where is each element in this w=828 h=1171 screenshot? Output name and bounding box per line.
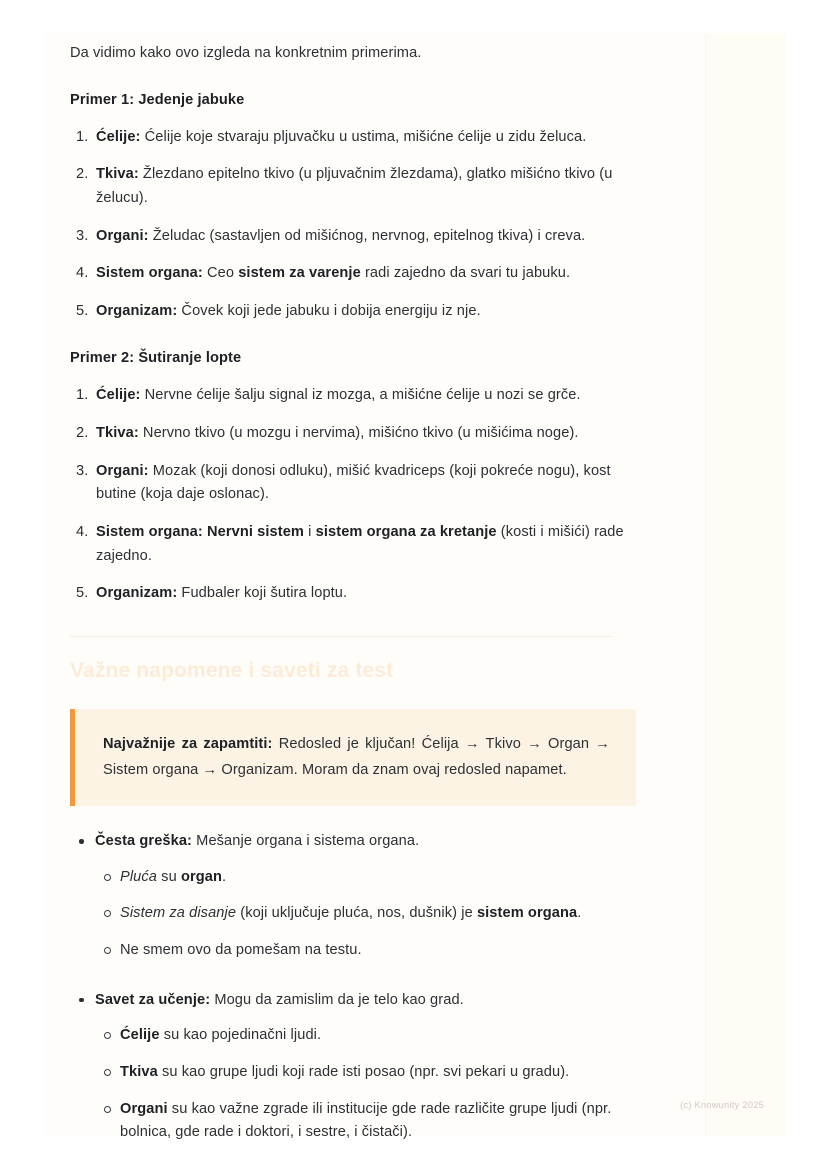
list-item <box>70 521 630 568</box>
term-text-mid: Ceo <box>202 265 239 282</box>
page-title: Važne napomene i saveti za test <box>70 658 394 682</box>
example-1-list <box>70 126 630 324</box>
example-2-list <box>70 384 630 605</box>
term-label: Tkiva: <box>96 425 139 442</box>
intro-paragraph: Da vidimo kako ovo izgleda na konkretnim primerima. <box>70 45 422 61</box>
list-item <box>70 300 630 324</box>
example-1-heading: Primer 1: Jedenje jabuke <box>70 91 245 108</box>
list-item <box>70 262 630 286</box>
sub-italic: Sistem za disanje <box>120 905 237 922</box>
term-text: Nervne ćelije šalju signal iz mozga, a mišićne ćelije u nozi se grče. <box>140 387 581 404</box>
term-label: Ćelije: <box>96 128 141 145</box>
list-item <box>98 866 630 890</box>
sub-bold: sistem organa <box>476 905 578 922</box>
list-item <box>70 225 630 249</box>
example-2-heading: Primer 2: Šutiranje lopte <box>70 350 242 367</box>
list-item <box>70 163 630 210</box>
term-text: Želudac (sastavljen od mišićnog, nervnog, epitelnog tkiva) i creva. <box>148 227 586 244</box>
list-item <box>70 582 630 606</box>
tip-lead: Česta greška: <box>95 833 193 850</box>
callout-body: Redosled je ključan! Ćelija → Tkivo → Organ → Sistem organa → Organizam. Moram da znam ovaj redosled napamet. <box>103 735 610 779</box>
section-divider <box>70 636 613 637</box>
term-text: Mozak (koji donosi odluku), mišić kvadriceps (koji pokreće nogu), kost butine (koja daje oslonac). <box>96 462 611 503</box>
list-item <box>70 460 630 507</box>
term-text-mid: i <box>304 524 316 541</box>
term-label: Tkiva: <box>96 166 139 183</box>
sub-tail: . <box>577 905 582 922</box>
tips-sublist-0 <box>70 866 630 963</box>
term-emphasis: sistem organa za kretanje <box>315 524 497 541</box>
list-item <box>98 1098 630 1145</box>
tip-text: Mogu da zamislim da je telo kao grad. <box>210 991 464 1008</box>
term-label: Organi: <box>96 462 149 479</box>
list-item <box>70 422 630 446</box>
list-item <box>98 902 630 926</box>
callout-important <box>70 709 636 806</box>
sub-mid: su <box>157 868 181 885</box>
callout-lead: Najvažnije za zapamtiti: <box>103 735 273 752</box>
sub-tail: . <box>222 868 227 885</box>
sub-mid: (koji uključuje pluća, nos, dušnik) je <box>236 905 477 922</box>
term-label: Sistem organa: <box>96 265 203 282</box>
tips-sublist-1 <box>70 1024 630 1145</box>
sub-italic: Pluća <box>120 868 158 885</box>
document-content <box>70 33 630 1171</box>
sub-mid: su kao pojedinačni ljudi. <box>159 1027 322 1044</box>
list-item <box>98 1024 630 1048</box>
term-text: Fudbaler koji šutira loptu. <box>177 585 348 602</box>
list-item <box>70 384 630 408</box>
term-label: Ćelije: <box>96 387 141 404</box>
page-right-gutter <box>705 33 785 1136</box>
term-text: (kosti i mišići) rade zajedno. <box>96 524 624 564</box>
copyright-watermark: (c) Knowunity 2025 <box>680 1100 765 1110</box>
sub-bold: Ćelije <box>120 1027 160 1044</box>
term-label: Sistem organa: Nervni sistem <box>96 524 304 541</box>
sub-bold: Tkiva <box>120 1063 158 1080</box>
term-text: radi zajedno da svari tu jabuku. <box>360 265 571 282</box>
list-item <box>70 830 630 854</box>
tip-text: Mešanje organa i sistema organa. <box>192 833 420 850</box>
term-text: Čovek koji jede jabuku i dobija energiju iz nje. <box>177 302 481 319</box>
sub-plain: Ne smem ovo da pomešam na testu. <box>120 941 362 958</box>
term-label: Organizam: <box>96 302 178 319</box>
callout-text <box>103 731 610 784</box>
sub-bold: organ <box>180 868 222 885</box>
term-text: Nervno tkivo (u mozgu i nervima), mišićno tkivo (u mišićima noge). <box>138 425 579 442</box>
list-item <box>70 989 630 1013</box>
tip-lead: Savet za učenje: <box>95 991 211 1008</box>
sub-mid: su kao grupe ljudi koji rade isti posao (npr. svi pekari u gradu). <box>157 1063 570 1080</box>
sub-bold: Organi <box>120 1100 168 1117</box>
tips-list <box>70 830 630 1145</box>
sub-mid: su kao važne zgrade ili institucije gde rade različite grupe ljudi (npr. bolnica, gde rade i doktori, i sestre, i čistači). <box>120 1100 612 1141</box>
term-text: Ćelije koje stvaraju pljuvačku u ustima, mišićne ćelije u zidu želuca. <box>140 128 587 145</box>
list-item <box>98 939 630 963</box>
term-label: Organi: <box>96 227 149 244</box>
term-label: Organizam: <box>96 585 178 602</box>
term-emphasis: sistem za varenje <box>238 265 361 282</box>
list-item <box>98 1061 630 1085</box>
term-text: Žlezdano epitelno tkivo (u pljuvačnim žlezdama), glatko mišićno tkivo (u želucu). <box>96 166 613 206</box>
list-item <box>70 126 630 150</box>
